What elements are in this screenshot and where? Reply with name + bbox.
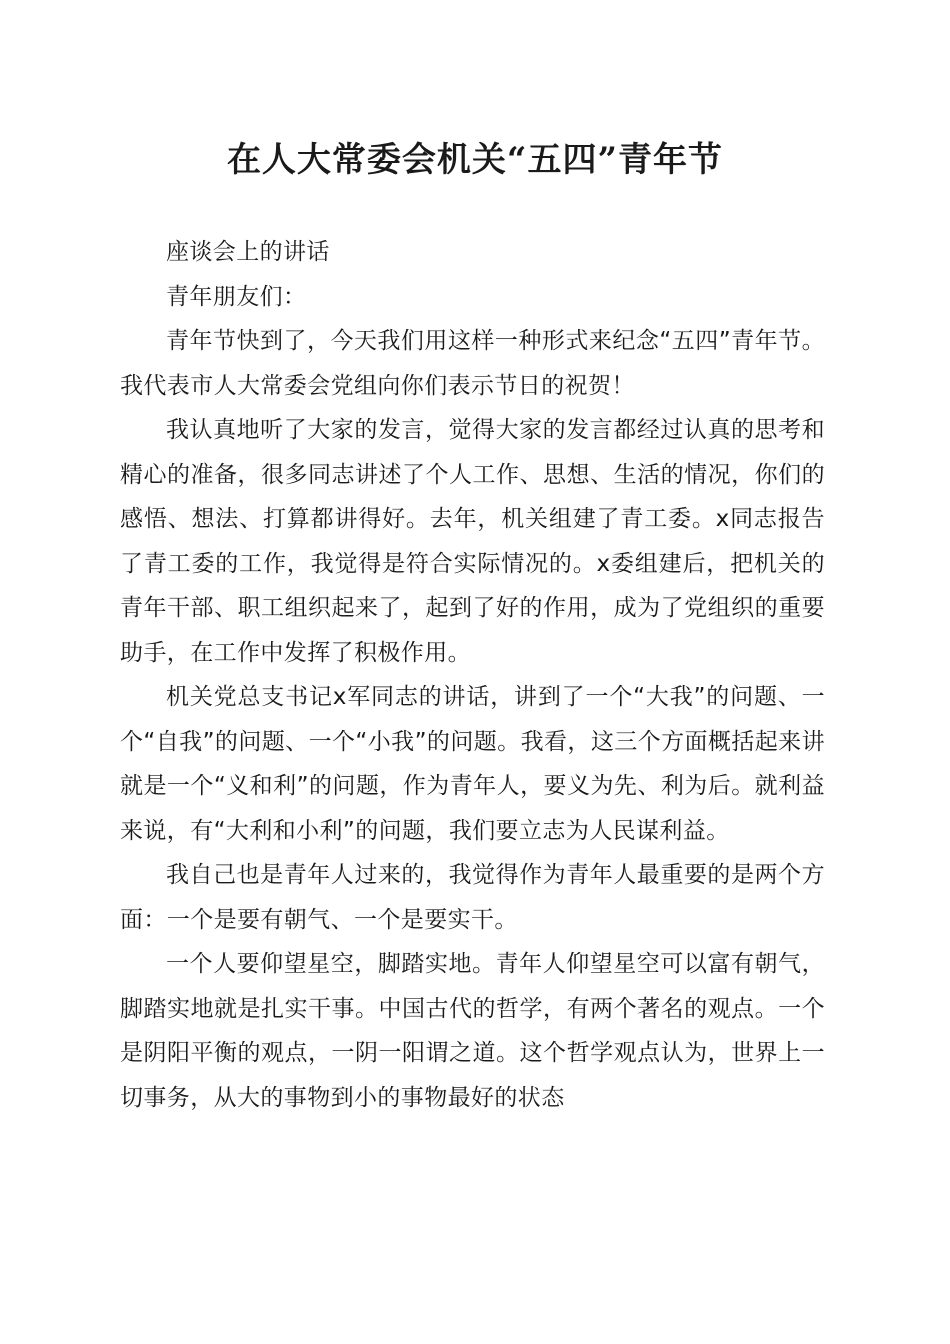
document-body — [120, 230, 825, 1120]
paragraph: 一个人要仰望星空，脚踏实地。青年人仰望星空可以富有朝气，脚踏实地就是扎实干事。中国古代的哲学，有两个著名的观点。一个是阴阳平衡的观点，一阴一阳谓之道。这个哲学观点认为，世界上一切事务，从大的事物到小的事物最好的状态 — [120, 951, 825, 1111]
paragraph: 机关党总支书记x军同志的讲话，讲到了一个“大我”的问题、一个“自我”的问题、一个“小我”的问题。我看，这三个方面概括起来讲就是一个“义和利”的问题，作为青年人，要义为先、利为后。就利益来说，有“大利和小利”的问题，我们要立志为人民谋利益。 — [120, 684, 825, 844]
document-title: 在人大常委会机关“五四”青年节 — [226, 140, 724, 180]
paragraph-subtitle: 座谈会上的讲话 — [166, 239, 330, 265]
paragraph: 青年节快到了，今天我们用这样一种形式来纪念“五四”青年节。我代表市人大常委会党组向你们表示节日的祝贺！ — [120, 328, 825, 399]
paragraph: 我自己也是青年人过来的，我觉得作为青年人最重要的是两个方面：一个是要有朝气、一个是要实干。 — [120, 862, 825, 933]
paragraph-salutation: 青年朋友们： — [166, 283, 307, 310]
paragraph: 我认真地听了大家的发言，觉得大家的发言都经过认真的思考和精心的准备，很多同志讲述了个人工作、思想、生活的情况，你们的感悟、想法、打算都讲得好。去年，机关组建了青工委。x同志报告了青工委的工作，我觉得是符合实际情况的。x委组建后，把机关的青年干部、职工组织起来了，起到了好的作用，成为了党组织的重要助手，在工作中发挥了积极作用。 — [120, 417, 825, 666]
